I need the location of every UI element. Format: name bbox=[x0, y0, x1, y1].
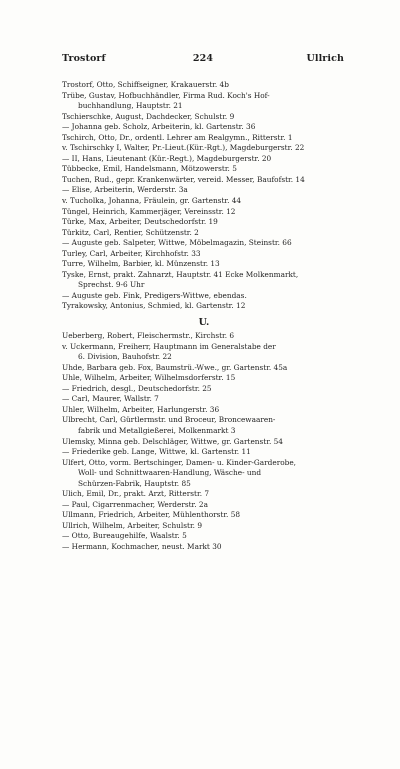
directory-entry: Tyrakowsky, Antonius, Schmied, kl. Gartenstr. 12 bbox=[62, 301, 246, 311]
directory-entry: Türke, Max, Arbeiter, Deutschedorfstr. 19 bbox=[62, 217, 218, 227]
directory-entry: — Paul, Cigarrenmacher, Werderstr. 2a bbox=[62, 499, 208, 509]
directory-entry: Uhle, Wilhelm, Arbeiter, Wilhelmsdorferstr. 15 bbox=[62, 373, 236, 383]
directory-entry: Uhde, Barbara geb. Fox, Baumstrü.-Wwe., gr. Gartenstr. 45a bbox=[62, 362, 288, 372]
directory-entry: Tuchen, Rud., gepr. Krankenwärter, vereid. Messer, Baufofstr. 14 bbox=[62, 174, 305, 184]
directory-entry: Ullmann, Friedrich, Arbeiter, Mühlenthorstr. 58 bbox=[62, 510, 241, 520]
directory-entry: Tübbecke, Emil, Handelsmann, Mötzowerstr. 5 bbox=[62, 164, 237, 174]
directory-entry: Tschierschke, August, Dachdecker, Schulstr. 9 bbox=[62, 111, 235, 121]
header-first-entry: Trostorf bbox=[62, 53, 106, 64]
directory-entry: Türkitz, Carl, Rentier, Schützenstr. 2 bbox=[62, 227, 199, 237]
section-letter-u: U. bbox=[198, 317, 210, 329]
directory-entry: — II, Hans, Lieutenant (Kür.-Regt.), Magdeburgerstr. 20 bbox=[62, 153, 272, 163]
entry-continuation-line: Woll- und Schnittwaaren-Handlung, Wäsche- und bbox=[78, 468, 262, 478]
directory-entry: — Otto, Bureaugehilfe, Waalstr. 5 bbox=[62, 531, 187, 541]
section-t bbox=[62, 80, 346, 312]
directory-entry: Ueberberg, Robert, Fleischermstr., Kirchstr. 6 bbox=[62, 331, 235, 341]
directory-entry: Trostorf, Otto, Schiffseigner, Krakauerstr. 4b bbox=[62, 80, 229, 89]
directory-entry: v. Uckermann, Freiherr, Hauptmann im Generalstabe der bbox=[62, 341, 276, 351]
directory-entry: Ulfert, Otto, vorm. Bertschinger, Damen- u. Kinder-Garderobe, bbox=[62, 457, 297, 467]
directory-entry: — Friedrich, desgl., Deutschedorfstr. 25 bbox=[62, 383, 212, 393]
directory-entry: Tüngel, Heinrich, Kammerjäger, Vereinsstr. 12 bbox=[62, 206, 236, 216]
directory-entry: Ulemsky, Minna geb. Delschläger, Wittwe, gr. Gartenstr. 54 bbox=[62, 436, 283, 446]
header-last-entry: Ullrich bbox=[306, 53, 344, 64]
entry-continuation-line: Schürzen-Fabrik, Hauptstr. 85 bbox=[78, 478, 191, 488]
entry-list bbox=[62, 80, 346, 553]
directory-entry: Turre, Wilhelm, Barbier, kl. Münzenstr. 13 bbox=[62, 259, 220, 269]
directory-entry: — Elise, Arbeiterin, Werderstr. 3a bbox=[62, 185, 188, 195]
directory-entry: — Carl, Maurer, Wallstr. 7 bbox=[62, 394, 159, 404]
directory-entry: Uhler, Wilhelm, Arbeiter, Harlungerstr. 36 bbox=[62, 404, 220, 414]
running-head bbox=[62, 53, 344, 67]
section-u bbox=[62, 331, 346, 552]
directory-entry: Tschirch, Otto, Dr., ordentl. Lehrer am Realgymn., Ritterstr. 1 bbox=[62, 132, 293, 142]
directory-entry: — Auguste geb. Fink, Predigers-Wittwe, ebendas. bbox=[62, 290, 247, 300]
directory-entry: — Hermann, Kochmacher, neust. Markt 30 bbox=[62, 541, 222, 551]
directory-entry: — Johanna geb. Scholz, Arbeiterin, kl. Gartenstr. 36 bbox=[62, 122, 256, 132]
directory-entry: — Friederike geb. Lange, Wittwe, kl. Gartenstr. 11 bbox=[62, 447, 251, 457]
directory-entry: Ullrich, Wilhelm, Arbeiter, Schulstr. 9 bbox=[62, 520, 203, 530]
directory-entry: Tyske, Ernst, prakt. Zahnarzt, Hauptstr. 41 Ecke Molkenmarkt, bbox=[62, 269, 299, 279]
entry-continuation-line: 6. Division, Bauhofstr. 22 bbox=[78, 352, 172, 362]
entry-continuation-line: fabrik und Metallgießerei, Molkenmarkt 3 bbox=[78, 425, 236, 435]
directory-entry: v. Tschirschky I, Walter, Pr.-Lieut.(Kür.-Rgt.), Magdeburgerstr. 22 bbox=[62, 143, 305, 153]
directory-entry: Trübe, Gustav, Hofbuchhändler, Firma Rud. Koch's Hof- bbox=[62, 90, 270, 100]
directory-entry: Turley, Carl, Arbeiter, Kirchhofstr. 33 bbox=[62, 248, 201, 258]
directory-entry: v. Tucholka, Johanna, Fräulein, gr. Gartenstr. 44 bbox=[62, 196, 242, 206]
entry-continuation-line: buchhandlung, Hauptstr. 21 bbox=[78, 101, 183, 111]
directory-entry: Ulich, Emil, Dr., prakt. Arzt, Ritterstr. 7 bbox=[62, 489, 210, 499]
entry-continuation-line: Sprechst. 9-6 Uhr bbox=[78, 280, 145, 290]
directory-entry: Ulbrecht, Carl, Gürtlermstr. und Broceur, Broncewaaren- bbox=[62, 415, 276, 425]
directory-entry: — Auguste geb. Salpeter, Wittwe, Möbelmagazin, Steinstr. 66 bbox=[62, 238, 292, 248]
page-number: 224 bbox=[192, 53, 214, 64]
